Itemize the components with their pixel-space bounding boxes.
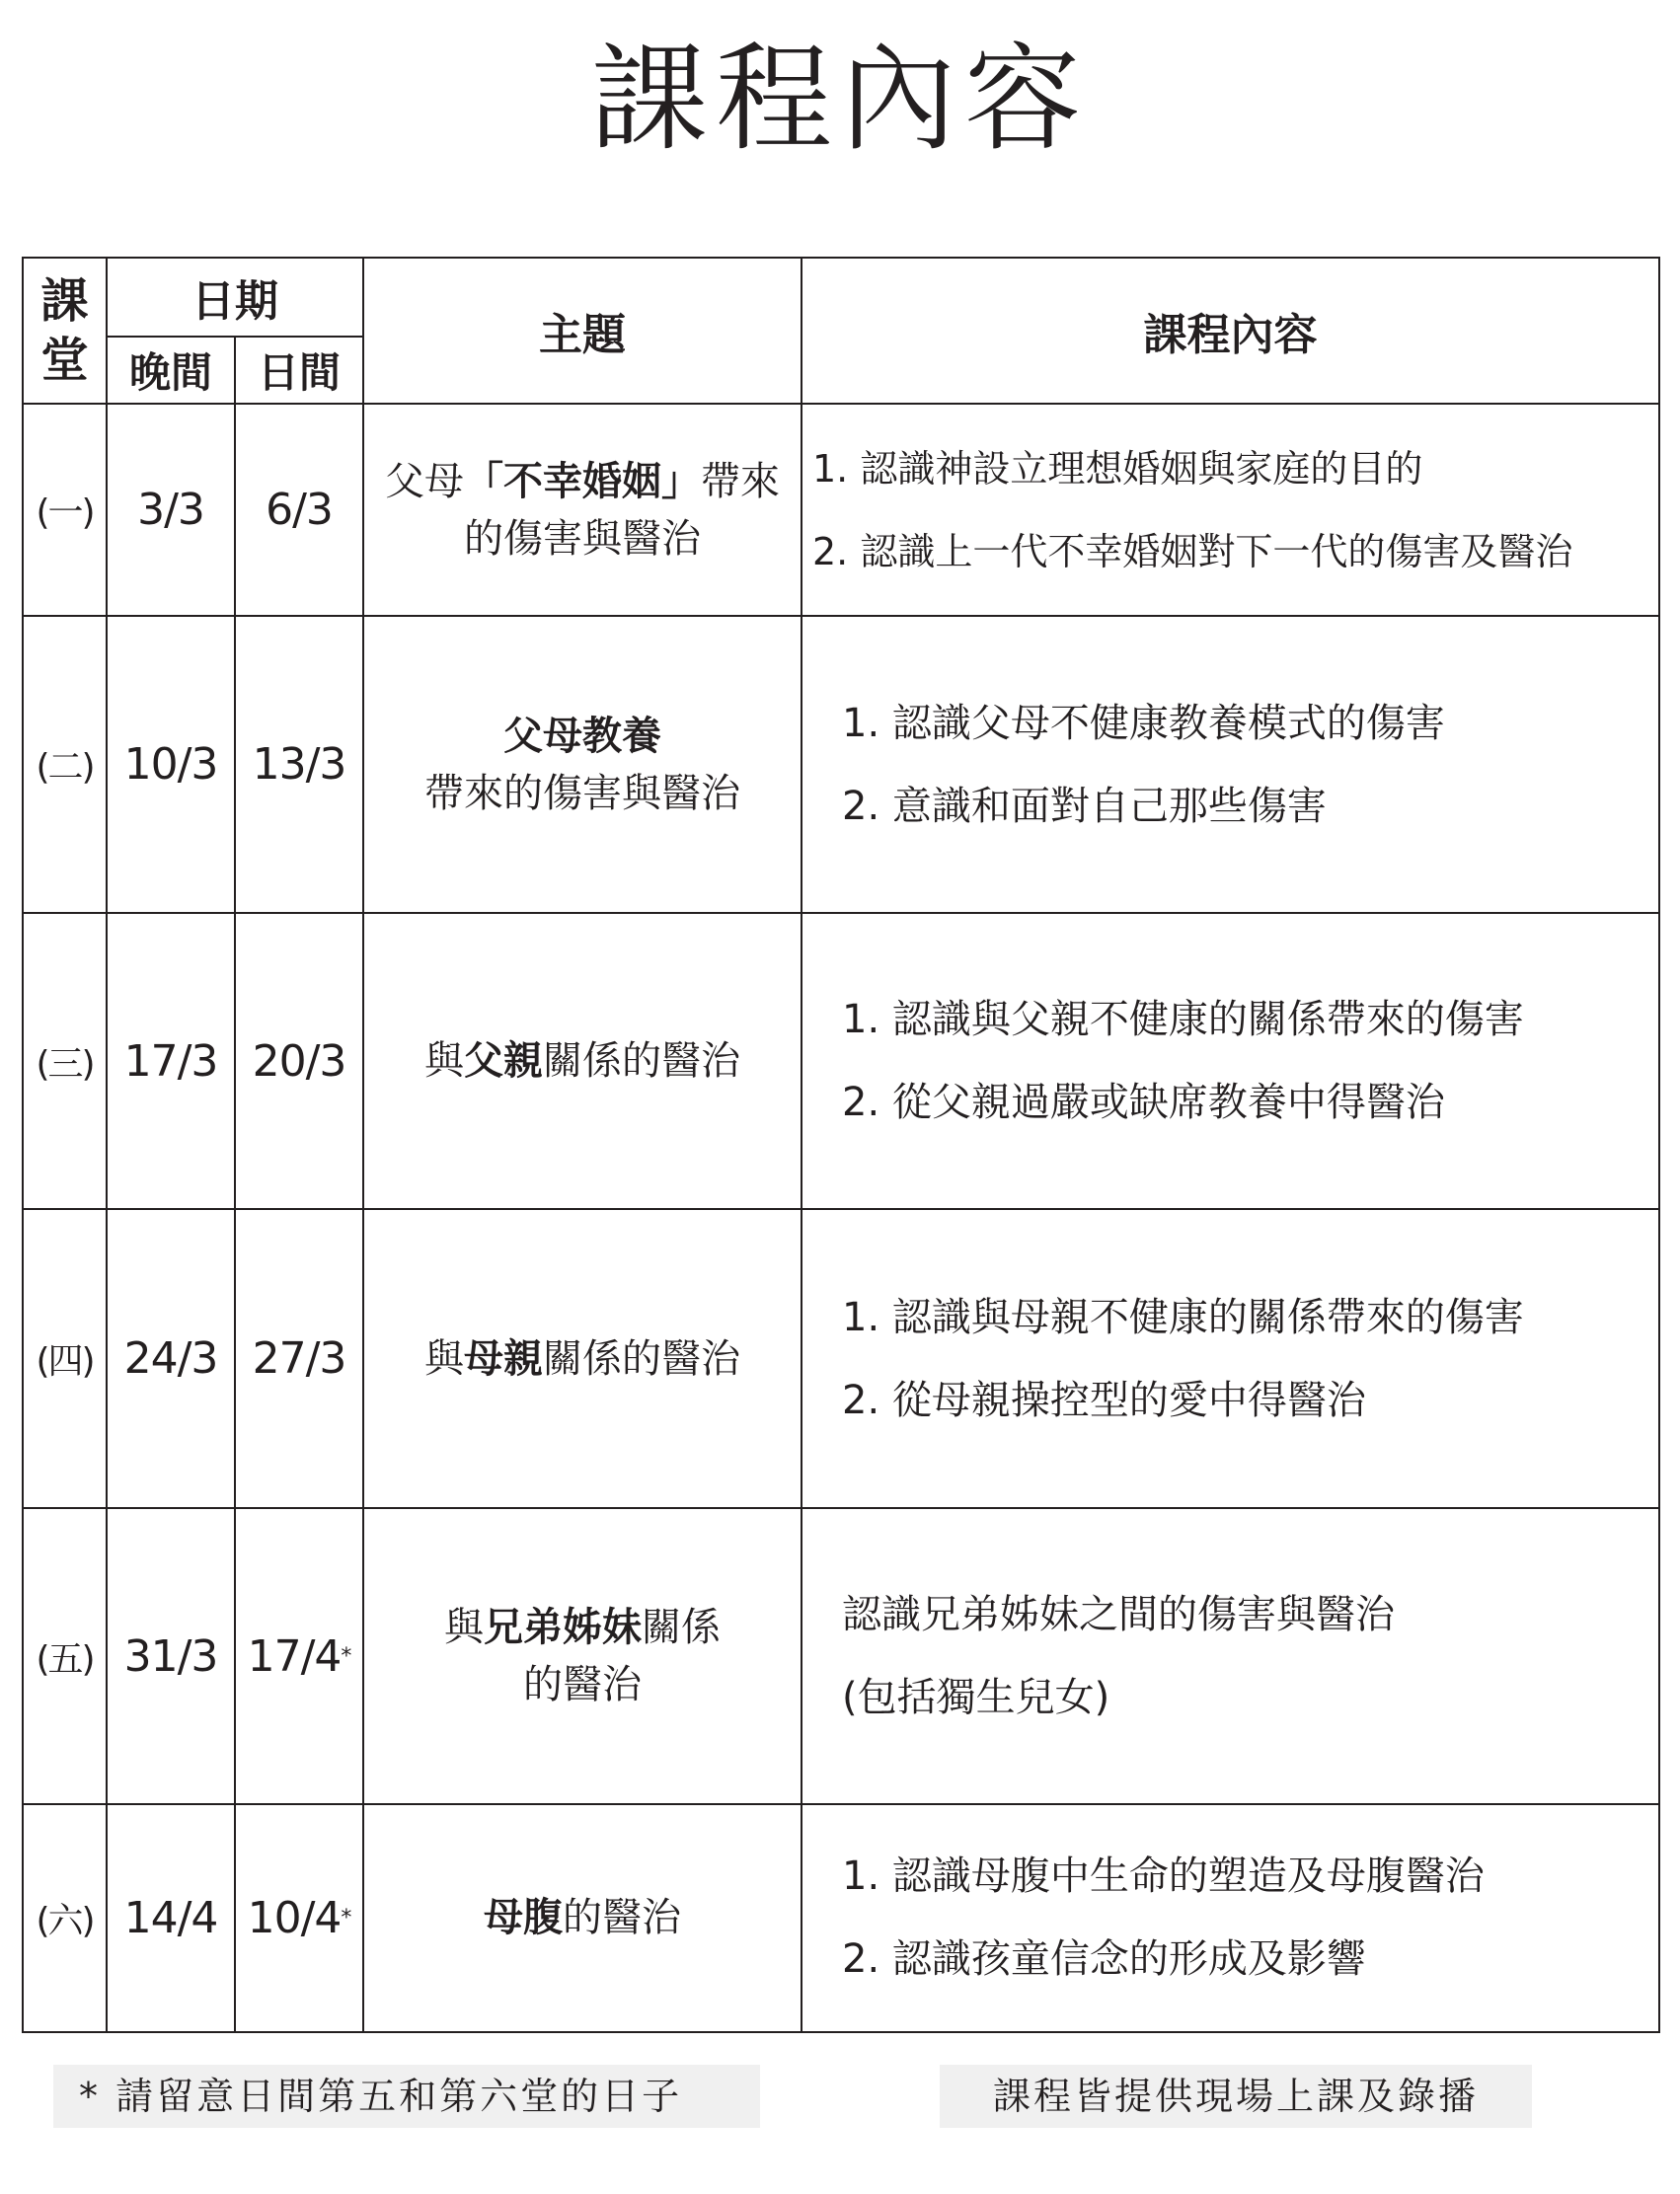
daytime-date (235, 1508, 363, 1803)
daytime-date (235, 1209, 363, 1508)
evening-date: 14/4 (107, 1804, 235, 2032)
lesson-number: (二) (23, 616, 107, 913)
daytime-date (235, 616, 363, 913)
topic-line-2 (364, 1656, 801, 1713)
table-row (23, 1804, 1659, 2032)
page-title: 課程內容 (590, 31, 1089, 167)
topic-cell (363, 616, 802, 913)
topic-text: 與 (424, 1335, 464, 1382)
table-header-row (23, 258, 1659, 337)
daytime-date-value: 6/3 (266, 485, 333, 536)
evening-date: 24/3 (107, 1209, 235, 1508)
course-schedule-table (22, 257, 1660, 2033)
topic-line-2 (364, 510, 801, 567)
topic-line-1 (364, 1032, 801, 1090)
header-topic: 主題 (363, 258, 802, 404)
daytime-date-value: 20/3 (252, 1035, 346, 1087)
lesson-number: (五) (23, 1508, 107, 1803)
table-row (23, 616, 1659, 913)
topic-line-2 (364, 765, 801, 822)
content-item: 1. 認識與母親不健康的關係帶來的傷害 (842, 1294, 1524, 1340)
header-daytime: 日間 (235, 337, 363, 404)
evening-date: 10/3 (107, 616, 235, 913)
topic-cell (363, 1804, 802, 2032)
daytime-date (235, 404, 363, 616)
topic-line-1 (364, 1599, 801, 1656)
table-row (23, 1209, 1659, 1508)
content-item: 2. 認識上一代不幸婚姻對下一代的傷害及醫治 (812, 529, 1573, 573)
daytime-date-mark: * (341, 1643, 351, 1669)
lesson-number: (六) (23, 1804, 107, 2032)
content-cell (802, 616, 1659, 913)
topic-text: 帶來的傷害與醫治 (424, 770, 740, 816)
daytime-date-value: 17/4 (247, 1630, 342, 1682)
evening-date: 31/3 (107, 1508, 235, 1803)
topic-text: 的傷害與醫治 (464, 515, 701, 562)
content-item: 2. 從母親操控型的愛中得醫治 (842, 1377, 1366, 1423)
topic-line-1 (364, 453, 801, 510)
daytime-date-value: 10/4 (247, 1892, 342, 1943)
table-row (23, 1508, 1659, 1803)
topic-text: 帶來 (701, 458, 780, 504)
topic-text: 的醫治 (523, 1662, 642, 1708)
content-cell (802, 913, 1659, 1208)
daytime-date-value: 13/3 (252, 739, 346, 791)
topic-cell (363, 404, 802, 616)
topic-emphasis: 母腹 (484, 1895, 563, 1941)
topic-line-1 (364, 708, 801, 765)
topic-text: 的醫治 (563, 1895, 681, 1941)
content-item: 1. 認識神設立理想婚姻與家庭的目的 (812, 446, 1423, 491)
table-row (23, 913, 1659, 1208)
content-item: 2. 認識孩童信念的形成及影響 (842, 1936, 1366, 1983)
note-date-reminder: * 請留意日間第五和第六堂的日子 (53, 2065, 760, 2128)
topic-cell (363, 913, 802, 1208)
daytime-date-value: 27/3 (252, 1333, 346, 1385)
topic-line-1 (364, 1330, 801, 1388)
daytime-date-mark: * (341, 1905, 351, 1930)
topic-emphasis: 「不幸婚姻」 (464, 458, 701, 504)
table-row (23, 404, 1659, 616)
topic-emphasis: 母親 (464, 1335, 543, 1382)
header-date: 日期 (107, 258, 363, 337)
evening-date: 17/3 (107, 913, 235, 1208)
header-content: 課程內容 (802, 258, 1659, 404)
lesson-number: (一) (23, 404, 107, 616)
content-cell (802, 1508, 1659, 1803)
daytime-date (235, 913, 363, 1208)
lesson-number: (三) (23, 913, 107, 1208)
content-item: 1. 認識與父親不健康的關係帶來的傷害 (842, 997, 1524, 1043)
topic-emphasis: 兄弟姊妹 (484, 1605, 642, 1651)
topic-emphasis: 父母教養 (503, 713, 661, 759)
topic-line-1 (364, 1889, 801, 1946)
content-item: 1. 認識母腹中生命的塑造及母腹醫治 (842, 1854, 1485, 1900)
content-item: 1. 認識父母不健康教養模式的傷害 (842, 700, 1445, 746)
note-recording-info: 課程皆提供現場上課及錄播 (940, 2065, 1532, 2128)
topic-text: 父母 (385, 458, 464, 504)
topic-cell (363, 1508, 802, 1803)
header-evening: 晚間 (107, 337, 235, 404)
evening-date: 3/3 (107, 404, 235, 616)
content-item: 2. 從父親過嚴或缺席教養中得醫治 (842, 1080, 1445, 1126)
lesson-number: (四) (23, 1209, 107, 1508)
content-cell (802, 1804, 1659, 2032)
topic-text: 與 (444, 1605, 484, 1651)
daytime-date (235, 1804, 363, 2032)
content-item: 2. 意識和面對自己那些傷害 (842, 783, 1327, 829)
header-lesson: 課堂 (23, 258, 107, 404)
topic-cell (363, 1209, 802, 1508)
topic-emphasis: 父親 (464, 1038, 543, 1085)
content-item: (包括獨生兒女) (842, 1675, 1110, 1721)
topic-text: 關係的醫治 (543, 1038, 740, 1085)
content-cell (802, 404, 1659, 616)
content-cell (802, 1209, 1659, 1508)
topic-text: 關係 (642, 1605, 721, 1651)
content-item: 認識兄弟姊妹之間的傷害與醫治 (842, 1592, 1395, 1638)
topic-text: 與 (424, 1038, 464, 1085)
topic-text: 關係的醫治 (543, 1335, 740, 1382)
